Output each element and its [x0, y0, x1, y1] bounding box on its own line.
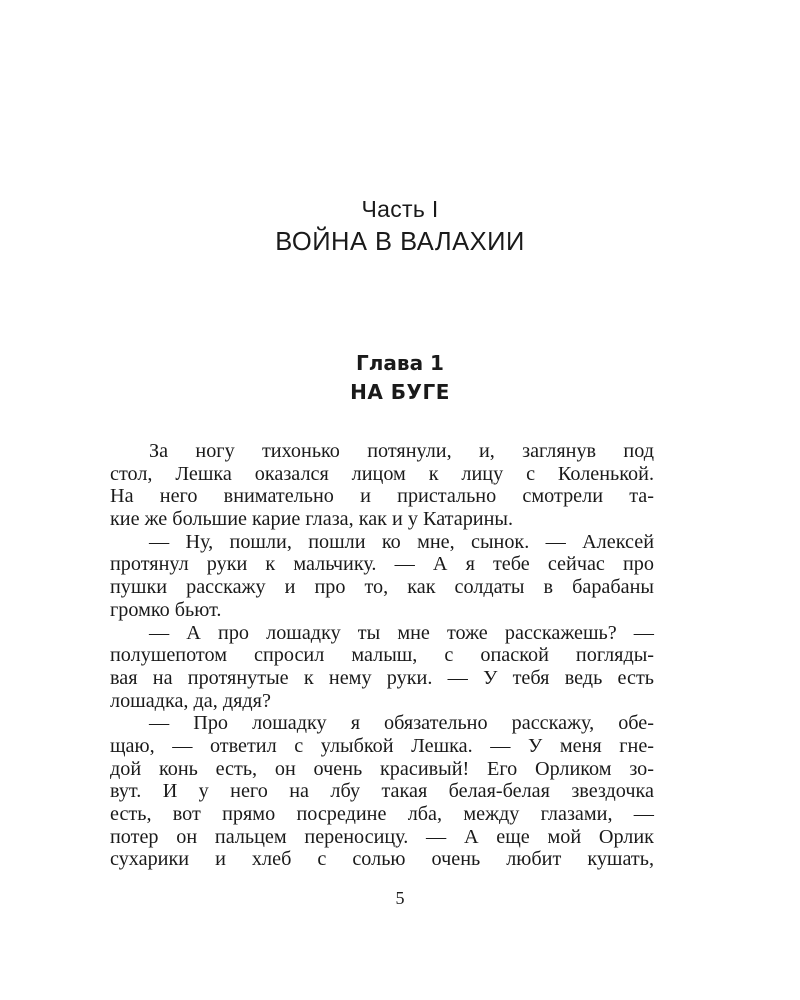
text-line: протянул руки к мальчику. — А я тебе сейчас про: [110, 553, 654, 576]
text-line: кие же большие карие глаза, как и у Катарины.: [110, 508, 514, 531]
text-line: стол, Лешка оказался лицом к лицу с Коленькой.: [110, 462, 654, 485]
page-number: 5: [395, 888, 405, 908]
chapter-label: Глава 1: [356, 351, 444, 375]
part-title: ВОЙНА В ВАЛАХИИ: [275, 228, 525, 256]
text-line: На него внимательно и пристально смотрели та-: [110, 485, 654, 508]
text-line: сухарики и хлеб с солью очень любит кушать,: [110, 848, 654, 871]
text-line: — А про лошадку ты мне тоже расскажешь? —: [149, 621, 654, 644]
text-line: пушки расскажу и про то, как солдаты в барабаны: [110, 576, 654, 599]
body-text: [110, 440, 654, 871]
text-line: полушепотом спросил малыш, с опаской погляды-: [110, 644, 654, 667]
text-line: — Ну, пошли, пошли ко мне, сынок. — Алексей: [149, 530, 654, 553]
text-line: громко бьют.: [110, 598, 222, 621]
text-line: — Про лошадку я обязательно расскажу, обе-: [149, 712, 654, 735]
chapter-title: НА БУГЕ: [350, 380, 450, 404]
part-label: Часть I: [361, 196, 439, 222]
text-line: щаю, — ответил с улыбкой Лешка. — У меня гне-: [110, 734, 654, 757]
text-line: За ногу тихонько потянули, и, заглянув под: [149, 440, 654, 462]
text-line: вут. И у него на лбу такая белая-белая звездочка: [110, 780, 654, 803]
text-line: вая на протянутые к нему руки. — У тебя ведь есть: [110, 666, 654, 689]
text-line: есть, вот прямо посредине лба, между глазами, —: [110, 803, 654, 825]
text-line: дой конь есть, он очень красивый! Его Орликом зо-: [110, 757, 654, 780]
text-line: потер он пальцем переносицу. — А еще мой Орлик: [110, 825, 654, 848]
text-line: лошадка, да, дядя?: [110, 689, 271, 712]
